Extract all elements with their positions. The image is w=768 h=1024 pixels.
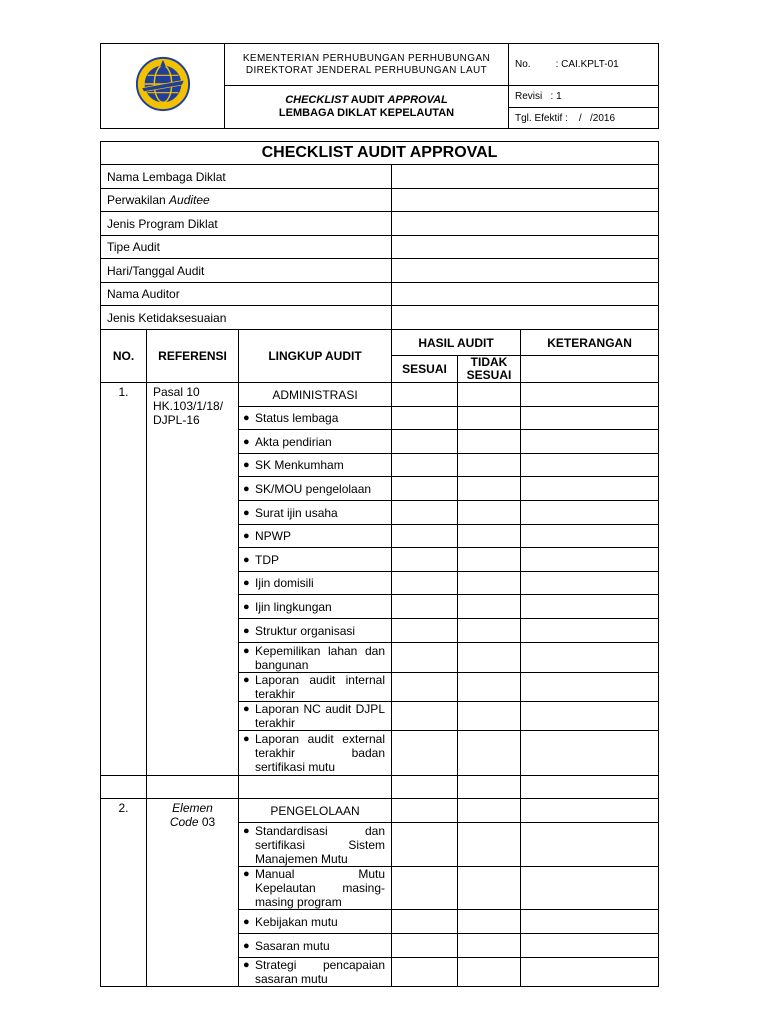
sesuai-cell[interactable] — [392, 867, 458, 910]
tidak-sesuai-cell[interactable] — [458, 867, 521, 910]
sesuai-cell[interactable] — [392, 572, 458, 595]
tidak-sesuai-cell[interactable] — [458, 673, 521, 702]
tidak-sesuai-cell[interactable] — [458, 525, 521, 548]
checklist-item: ● Kebijakan mutu — [239, 910, 392, 934]
effective-date: Tgl. Efektif : / /2016 — [515, 112, 616, 124]
keterangan-cell[interactable] — [521, 477, 659, 501]
keterangan-cell[interactable] — [521, 731, 659, 776]
reference-text: Pasal 10 HK.103/1/18/ DJPL-16 — [147, 383, 239, 776]
keterangan-cell[interactable] — [521, 702, 659, 731]
sesuai-cell[interactable] — [392, 383, 458, 407]
sesuai-cell[interactable] — [392, 799, 458, 823]
tidak-sesuai-cell[interactable] — [458, 910, 521, 934]
sesuai-cell[interactable] — [392, 958, 458, 987]
column-header-sesuai: SESUAI — [392, 356, 458, 383]
keterangan-cell[interactable] — [521, 799, 659, 823]
revision-number: Revisi : 1 — [509, 86, 658, 108]
section-heading: PENGELOLAAN — [239, 799, 392, 823]
field-label: Perwakilan Auditee — [101, 189, 392, 212]
sesuai-cell[interactable] — [392, 525, 458, 548]
keterangan-cell[interactable] — [521, 867, 659, 910]
tidak-sesuai-cell[interactable] — [458, 383, 521, 407]
checklist-item: ● Sasaran mutu — [239, 934, 392, 958]
field-value-ketidaksesuaian[interactable] — [392, 306, 659, 330]
checklist-item: ● Surat ijin usaha — [239, 501, 392, 525]
tidak-sesuai-cell[interactable] — [458, 501, 521, 525]
column-header-keterangan: KETERANGAN — [521, 330, 659, 356]
sesuai-cell[interactable] — [392, 595, 458, 619]
tidak-sesuai-cell[interactable] — [458, 643, 521, 673]
tidak-sesuai-cell[interactable] — [458, 799, 521, 823]
tidak-sesuai-cell[interactable] — [458, 702, 521, 731]
sesuai-cell[interactable] — [392, 643, 458, 673]
sesuai-cell[interactable] — [392, 477, 458, 501]
sesuai-cell[interactable] — [392, 501, 458, 525]
keterangan-cell[interactable] — [521, 548, 659, 572]
field-label: Nama Lembaga Diklat — [101, 165, 392, 189]
sesuai-cell[interactable] — [392, 673, 458, 702]
field-label: Jenis Program Diklat — [101, 212, 392, 236]
checklist-item: ● Standardisasi dan sertifikasi Sistem Manajemen Mutu — [239, 823, 392, 867]
sesuai-cell[interactable] — [392, 454, 458, 477]
keterangan-cell[interactable] — [521, 643, 659, 673]
tidak-sesuai-cell[interactable] — [458, 572, 521, 595]
tidak-sesuai-cell[interactable] — [458, 934, 521, 958]
checklist-item: ● Laporan audit internal terakhir — [239, 673, 392, 702]
logo-cell — [101, 44, 225, 129]
row-number: 1. — [101, 383, 147, 776]
sesuai-cell[interactable] — [392, 548, 458, 572]
tidak-sesuai-cell[interactable] — [458, 958, 521, 987]
spacer-row — [101, 776, 659, 799]
checklist-item: ● SK Menkumham — [239, 454, 392, 477]
checklist-item: ● Status lembaga — [239, 407, 392, 430]
checklist-item: ● SK/MOU pengelolaan — [239, 477, 392, 501]
ministry-logo-icon — [134, 55, 192, 113]
column-header-lingkup: LINGKUP AUDIT — [239, 330, 392, 383]
keterangan-cell[interactable] — [521, 958, 659, 987]
tidak-sesuai-cell[interactable] — [458, 619, 521, 643]
checklist-item: ● Manual Mutu Kepelautan masing-masing program — [239, 867, 392, 910]
field-value-tipe-audit[interactable] — [392, 236, 659, 259]
checklist-item: ● Ijin lingkungan — [239, 595, 392, 619]
checklist-item: ● Struktur organisasi — [239, 619, 392, 643]
keterangan-cell[interactable] — [521, 619, 659, 643]
keterangan-cell[interactable] — [521, 454, 659, 477]
field-label: Tipe Audit — [101, 236, 392, 259]
field-value-nama-lembaga[interactable] — [392, 165, 659, 189]
tidak-sesuai-cell[interactable] — [458, 430, 521, 454]
checklist-item: ● Akta pendirian — [239, 430, 392, 454]
keterangan-cell[interactable] — [521, 501, 659, 525]
checklist-item: ● Kepemilikan lahan dan bangunan — [239, 643, 392, 673]
keterangan-cell[interactable] — [521, 910, 659, 934]
keterangan-cell[interactable] — [521, 595, 659, 619]
field-label: Nama Auditor — [101, 283, 392, 306]
reference-text: Elemen Code 03 — [147, 799, 239, 987]
tidak-sesuai-cell[interactable] — [458, 731, 521, 776]
checklist-item: ● Strategi pencapaian sasaran mutu — [239, 958, 392, 987]
sesuai-cell[interactable] — [392, 702, 458, 731]
field-value-auditor[interactable] — [392, 283, 659, 306]
checklist-item: ● Laporan audit external terakhir badan sertifikasi mutu — [239, 731, 392, 776]
document-number: No. : CAI.KPLT-01 — [509, 44, 659, 86]
tidak-sesuai-cell[interactable] — [458, 454, 521, 477]
field-label: Jenis Ketidaksesuaian — [101, 306, 392, 330]
tidak-sesuai-cell[interactable] — [458, 477, 521, 501]
column-header-tidak-sesuai: TIDAK SESUAI — [458, 356, 521, 383]
keterangan-cell[interactable] — [521, 673, 659, 702]
field-label: Hari/Tanggal Audit — [101, 259, 392, 283]
checklist-item: ● Ijin domisili — [239, 572, 392, 595]
tidak-sesuai-cell[interactable] — [458, 595, 521, 619]
keterangan-cell[interactable] — [521, 823, 659, 867]
document-title: CHECKLIST AUDIT APPROVAL LEMBAGA DIKLAT KEPELAUTAN — [225, 86, 509, 129]
checklist-item: ● NPWP — [239, 525, 392, 548]
checklist-item: ● TDP — [239, 548, 392, 572]
sesuai-cell[interactable] — [392, 934, 458, 958]
keterangan-cell[interactable] — [521, 572, 659, 595]
tidak-sesuai-cell[interactable] — [458, 548, 521, 572]
column-header-hasil: HASIL AUDIT — [392, 330, 521, 356]
form-title: CHECKLIST AUDIT APPROVAL — [101, 142, 659, 165]
column-header-referensi: REFERENSI — [147, 330, 239, 383]
tidak-sesuai-cell[interactable] — [458, 407, 521, 430]
document-header — [100, 43, 659, 129]
sesuai-cell[interactable] — [392, 407, 458, 430]
keterangan-cell[interactable] — [521, 934, 659, 958]
keterangan-cell[interactable] — [521, 407, 659, 430]
field-value-jenis-program[interactable] — [392, 212, 659, 236]
sesuai-cell[interactable] — [392, 823, 458, 867]
column-header-no: NO. — [101, 330, 147, 383]
row-number: 2. — [101, 799, 147, 987]
field-value-perwakilan[interactable] — [392, 189, 659, 212]
checklist-table — [100, 141, 659, 987]
tidak-sesuai-cell[interactable] — [458, 823, 521, 867]
section-heading: ADMINISTRASI — [239, 383, 392, 407]
field-value-tanggal[interactable] — [392, 259, 659, 283]
organization-name: KEMENTERIAN PERHUBUNGAN PERHUBUNGAN DIREKTORAT JENDERAL PERHUBUNGAN LAUT — [225, 44, 509, 86]
sesuai-cell[interactable] — [392, 731, 458, 776]
sesuai-cell[interactable] — [392, 619, 458, 643]
sesuai-cell[interactable] — [392, 430, 458, 454]
checklist-item: ● Laporan NC audit DJPL terakhir — [239, 702, 392, 731]
keterangan-cell[interactable] — [521, 525, 659, 548]
sesuai-cell[interactable] — [392, 910, 458, 934]
keterangan-cell[interactable] — [521, 383, 659, 407]
keterangan-cell[interactable] — [521, 430, 659, 454]
